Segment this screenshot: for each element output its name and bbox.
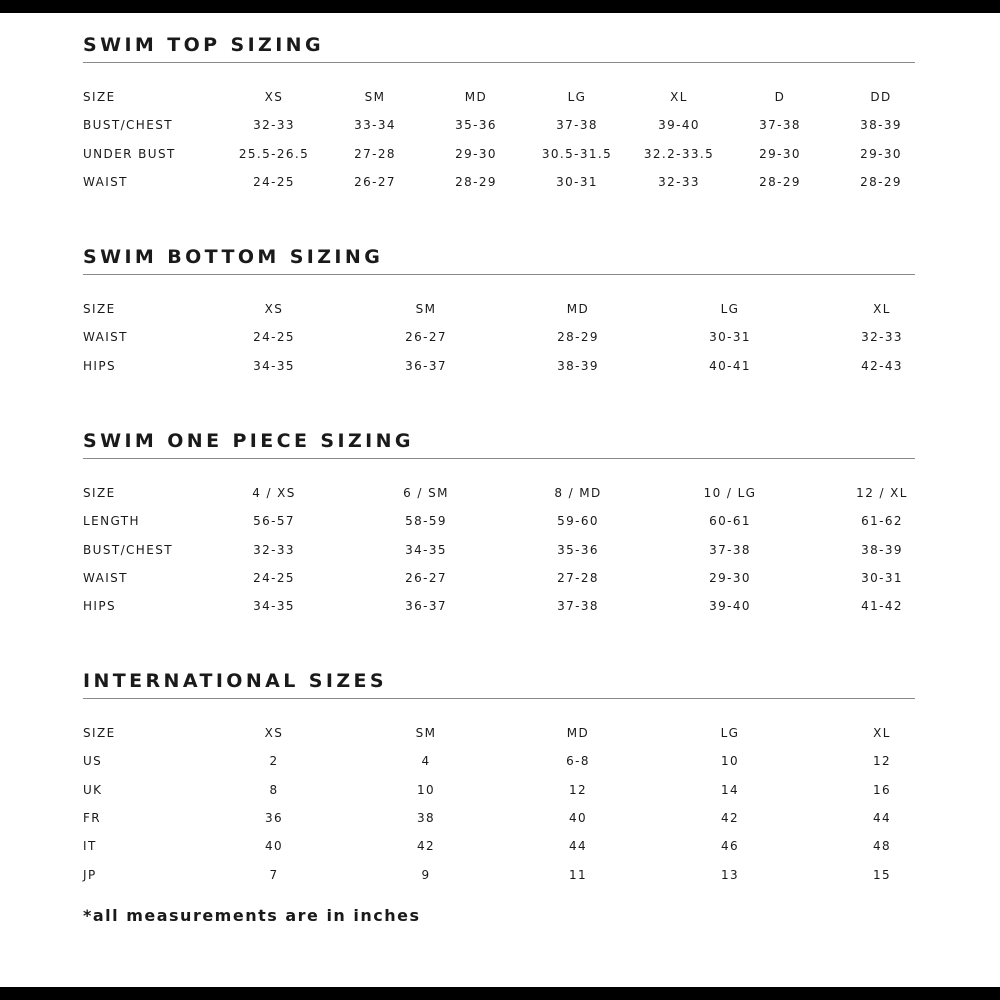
section-title: SWIM ONE PIECE SIZING — [83, 430, 414, 452]
column-header: DD — [870, 90, 892, 104]
row-label: HIPS — [83, 599, 117, 614]
table-cell: 37-38 — [759, 118, 801, 133]
table-cell: 60-61 — [709, 514, 751, 529]
section-title: SWIM BOTTOM SIZING — [83, 246, 384, 268]
table-cell: 32-33 — [658, 174, 700, 189]
table-cell: 30-31 — [556, 174, 598, 189]
table-cell: 30-31 — [861, 570, 903, 585]
row-label: SIZE — [83, 486, 116, 500]
table-cell: 15 — [872, 867, 892, 882]
column-header: SM — [415, 302, 437, 316]
table-cell: 44 — [872, 810, 892, 825]
table-cell: 38 — [416, 810, 436, 825]
table-cell: 25.5-26.5 — [238, 146, 310, 161]
table-row — [83, 356, 915, 376]
table-cell: 42-43 — [861, 358, 903, 373]
row-label: WAIST — [83, 570, 128, 585]
table-cell: 13 — [720, 867, 740, 882]
table-header-row — [83, 723, 915, 743]
table-cell: 29-30 — [455, 146, 497, 161]
table-row — [83, 511, 915, 531]
table-cell: 59-60 — [557, 514, 599, 529]
row-label: SIZE — [83, 726, 116, 740]
column-header: XL — [873, 302, 891, 316]
table-cell: 37-38 — [556, 118, 598, 133]
column-header: XS — [264, 90, 284, 104]
table-cell: 12 — [568, 782, 588, 797]
row-label: WAIST — [83, 330, 128, 345]
table-cell: 34-35 — [253, 358, 295, 373]
table-cell: 7 — [269, 867, 279, 882]
table-row — [83, 172, 915, 192]
row-label: SIZE — [83, 302, 116, 316]
table-cell: 24-25 — [253, 570, 295, 585]
table-cell: 29-30 — [759, 146, 801, 161]
table-cell: 9 — [421, 867, 431, 882]
table-cell: 33-34 — [354, 118, 396, 133]
table-cell: 38-39 — [861, 542, 903, 557]
table-cell: 10 — [416, 782, 436, 797]
table-cell: 40 — [568, 810, 588, 825]
column-header: SM — [415, 726, 437, 740]
table-cell: 8 — [269, 782, 279, 797]
table-cell: 35-36 — [455, 118, 497, 133]
table-cell: 46 — [720, 839, 740, 854]
table-row — [83, 144, 915, 164]
row-label: UNDER BUST — [83, 146, 176, 161]
column-header: LG — [720, 726, 740, 740]
table-cell: 28-29 — [759, 174, 801, 189]
table-row — [83, 865, 915, 885]
table-header-row — [83, 483, 915, 503]
row-label: LENGTH — [83, 514, 140, 529]
table-cell: 39-40 — [658, 118, 700, 133]
table-cell: 2 — [269, 754, 279, 769]
table-cell: 37-38 — [709, 542, 751, 557]
table-cell: 27-28 — [354, 146, 396, 161]
table-cell: 26-27 — [354, 174, 396, 189]
row-label: US — [83, 754, 103, 769]
table-cell: 10 — [720, 754, 740, 769]
table-cell: 32-33 — [253, 542, 295, 557]
section-divider — [83, 698, 915, 699]
table-cell: 4 — [421, 754, 431, 769]
table-cell: 26-27 — [405, 570, 447, 585]
table-cell: 6-8 — [566, 754, 590, 769]
section-divider — [83, 274, 915, 275]
table-cell: 32.2-33.5 — [643, 146, 715, 161]
column-header: MD — [464, 90, 488, 104]
table-row — [83, 115, 915, 135]
table-cell: 39-40 — [709, 599, 751, 614]
row-label: UK — [83, 782, 103, 797]
column-header: XS — [264, 302, 284, 316]
table-row — [83, 751, 915, 771]
table-cell: 42 — [416, 839, 436, 854]
column-header: 4 / XS — [252, 486, 296, 500]
table-cell: 58-59 — [405, 514, 447, 529]
table-cell: 41-42 — [861, 599, 903, 614]
row-label: BUST/CHEST — [83, 542, 173, 557]
table-cell: 27-28 — [557, 570, 599, 585]
table-cell: 40-41 — [709, 358, 751, 373]
table-cell: 28-29 — [860, 174, 902, 189]
table-cell: 38-39 — [860, 118, 902, 133]
swim-one-piece-sizing-table — [83, 428, 915, 625]
row-label: WAIST — [83, 174, 128, 189]
table-cell: 30-31 — [709, 330, 751, 345]
row-label: IT — [83, 839, 97, 854]
column-header: XL — [670, 90, 688, 104]
table-cell: 29-30 — [860, 146, 902, 161]
footnote: *all measurements are in inches — [83, 906, 421, 925]
table-cell: 34-35 — [253, 599, 295, 614]
table-cell: 56-57 — [253, 514, 295, 529]
column-header: SM — [364, 90, 386, 104]
column-header: LG — [720, 302, 740, 316]
row-label: JP — [83, 867, 97, 882]
table-cell: 42 — [720, 810, 740, 825]
row-label: FR — [83, 810, 102, 825]
swim-top-sizing-table — [83, 32, 915, 200]
top-border-bar — [0, 0, 1000, 13]
table-row — [83, 780, 915, 800]
column-header: LG — [567, 90, 587, 104]
column-header: XS — [264, 726, 284, 740]
table-row — [83, 540, 915, 560]
table-row — [83, 836, 915, 856]
table-cell: 34-35 — [405, 542, 447, 557]
row-label: SIZE — [83, 90, 116, 104]
table-cell: 12 — [872, 754, 892, 769]
table-cell: 28-29 — [557, 330, 599, 345]
table-row — [83, 596, 915, 616]
table-cell: 61-62 — [861, 514, 903, 529]
column-header: MD — [566, 726, 590, 740]
table-row — [83, 808, 915, 828]
table-cell: 14 — [720, 782, 740, 797]
table-cell: 38-39 — [557, 358, 599, 373]
table-header-row — [83, 299, 915, 319]
international-sizes-table — [83, 668, 915, 893]
section-title: SWIM TOP SIZING — [83, 34, 324, 56]
table-cell: 24-25 — [253, 174, 295, 189]
table-cell: 36-37 — [405, 599, 447, 614]
section-divider — [83, 458, 915, 459]
column-header: 10 / LG — [703, 486, 757, 500]
table-cell: 36 — [264, 810, 284, 825]
column-header: XL — [873, 726, 891, 740]
bottom-border-bar — [0, 987, 1000, 1000]
table-cell: 32-33 — [253, 118, 295, 133]
row-label: HIPS — [83, 358, 117, 373]
table-cell: 37-38 — [557, 599, 599, 614]
table-row — [83, 327, 915, 347]
table-cell: 26-27 — [405, 330, 447, 345]
table-cell: 40 — [264, 839, 284, 854]
column-header: 8 / MD — [554, 486, 602, 500]
table-cell: 35-36 — [557, 542, 599, 557]
column-header: 6 / SM — [403, 486, 449, 500]
table-cell: 11 — [568, 867, 588, 882]
section-title: INTERNATIONAL SIZES — [83, 670, 387, 692]
table-cell: 48 — [872, 839, 892, 854]
table-cell: 36-37 — [405, 358, 447, 373]
table-cell: 16 — [872, 782, 892, 797]
column-header: D — [774, 90, 786, 104]
table-cell: 24-25 — [253, 330, 295, 345]
table-cell: 32-33 — [861, 330, 903, 345]
row-label: BUST/CHEST — [83, 118, 173, 133]
section-divider — [83, 62, 915, 63]
table-cell: 44 — [568, 839, 588, 854]
swim-bottom-sizing-table — [83, 244, 915, 384]
table-header-row — [83, 87, 915, 107]
table-cell: 29-30 — [709, 570, 751, 585]
column-header: MD — [566, 302, 590, 316]
table-cell: 30.5-31.5 — [541, 146, 613, 161]
table-row — [83, 568, 915, 588]
table-cell: 28-29 — [455, 174, 497, 189]
column-header: 12 / XL — [856, 486, 908, 500]
